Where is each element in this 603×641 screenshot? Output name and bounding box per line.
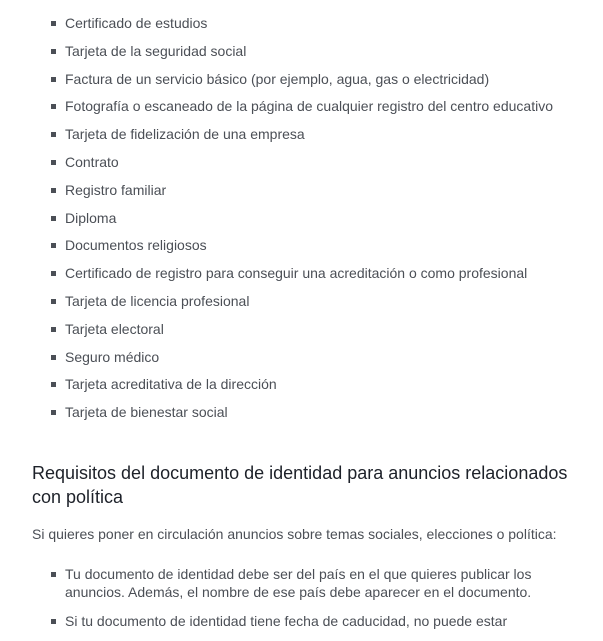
list-item-text: Contrato: [65, 153, 119, 170]
list-item-text: Certificado de registro para conseguir una acreditación o como profesional: [65, 265, 528, 282]
list-item-text: Tarjeta de licencia profesional: [65, 292, 250, 309]
list-item-text: Documentos religiosos: [65, 237, 207, 254]
requirements-list: [0, 565, 603, 641]
list-item-text: Diploma: [65, 209, 117, 226]
list-item-text: Tarjeta de la seguridad social: [65, 42, 247, 59]
list-item: [0, 565, 603, 601]
list-item: [0, 97, 603, 115]
section-heading: Requisitos del documento de identidad para anuncios relacionados con política: [32, 463, 568, 507]
list-item-text: Tarjeta electoral: [65, 320, 164, 337]
list-item-text: Tarjeta acreditativa de la dirección: [65, 376, 277, 393]
list-item-text: Tarjeta de bienestar social: [65, 404, 228, 421]
bullet-icon: [51, 572, 56, 577]
list-item: [0, 348, 603, 366]
list-item: [0, 320, 603, 338]
bullet-icon: [51, 382, 56, 387]
accepted-documents-list: [0, 14, 603, 431]
list-item-text: Certificado de estudios: [65, 15, 208, 31]
list-item-text: Seguro médico: [65, 348, 160, 365]
bullet-icon: [51, 327, 56, 332]
list-item: [0, 14, 603, 32]
list-item-text: Factura de un servicio básico (por ejemplo, agua, gas o electricidad): [65, 70, 490, 87]
bullet-icon: [51, 160, 56, 165]
bullet-icon: [51, 104, 56, 109]
bullet-icon: [51, 271, 56, 276]
section-intro: Si quieres poner en circulación anuncios sobre temas sociales, elecciones o política:: [32, 526, 557, 542]
list-item: [0, 264, 603, 282]
bullet-icon: [51, 216, 56, 221]
bullet-icon: [51, 132, 56, 137]
list-item-text: Tarjeta de fidelización de una empresa: [65, 126, 305, 143]
bullet-icon: [51, 243, 56, 248]
list-item: [0, 236, 603, 254]
bullet-icon: [51, 77, 56, 82]
list-item: [0, 125, 603, 143]
list-item: [0, 181, 603, 199]
list-item: [0, 403, 603, 421]
list-item-text: Si tu documento de identidad tiene fecha de caducidad, no puede estar: [65, 613, 508, 629]
list-item-text: Fotografía o escaneado de la página de cualquier registro del centro educativo: [65, 98, 553, 115]
bullet-icon: [51, 299, 56, 304]
list-item: [0, 375, 603, 393]
list-item: [0, 612, 603, 630]
list-item-text: Tu documento de identidad debe ser del país en el que quieres publicar los anuncios. Además, el nombre de ese país debe aparecer en el documento.: [65, 566, 532, 600]
bullet-icon: [51, 21, 56, 26]
list-item: [0, 70, 603, 88]
bullet-icon: [51, 355, 56, 360]
list-item: [0, 153, 603, 171]
bullet-icon: [51, 410, 56, 415]
bullet-icon: [51, 49, 56, 54]
list-item: [0, 292, 603, 310]
list-item: [0, 209, 603, 227]
bullet-icon: [51, 188, 56, 193]
list-item: [0, 42, 603, 60]
list-item-text: Registro familiar: [65, 181, 167, 198]
